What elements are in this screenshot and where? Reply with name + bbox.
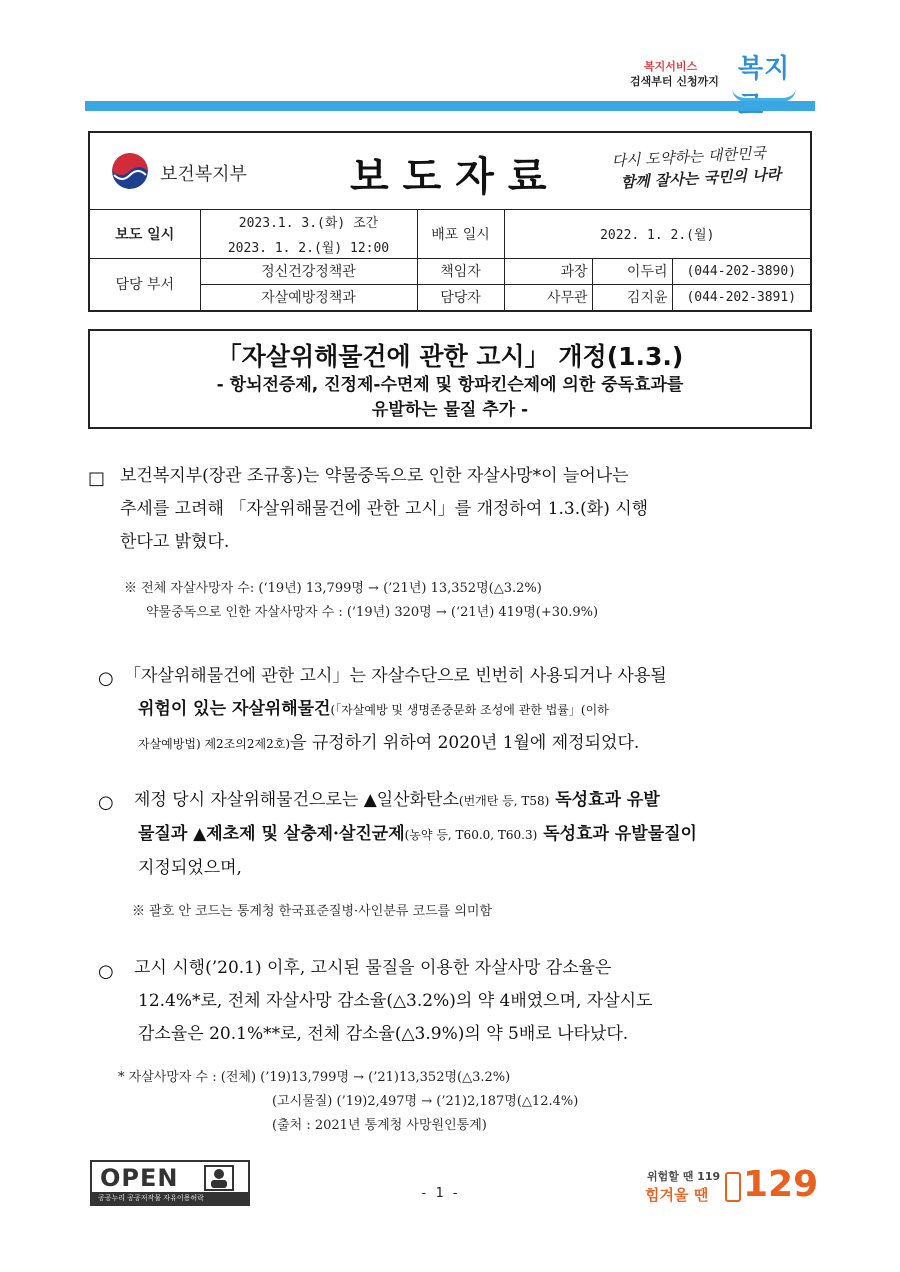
slogan-line2: 함께 잘사는 국민의 나라 (620, 165, 782, 192)
distribution-date: 2022. 1. 2.(월) (504, 210, 810, 258)
paragraph-3 (134, 784, 824, 885)
helpline-line1: 위험할 땐 119 (647, 1170, 721, 1183)
square-bullet-icon: □ (88, 468, 106, 489)
release-info-table (90, 210, 810, 311)
note1-line1: ※ 전체 자살사망자 수: (‘19년) 13,799명 → (’21년) 13,352명(△3.2%) (124, 581, 542, 596)
p2-line1: 「자살위해물건에 관한 고시」는 자살수단으로 빈번히 사용되거나 사용될 (124, 666, 667, 686)
release-datetime (200, 210, 417, 258)
circle-bullet-icon: ○ (98, 792, 114, 813)
p1-line1: 보건복지부(장관 조규홍)는 약물중독으로 인한 자살사망*이 늘어나는 (120, 466, 629, 486)
contact-label: 담당자 (417, 284, 504, 310)
headline-sub1: - 항뇌전증제, 진정제-수면제 및 항파킨슨제에 의한 중독효과를 (216, 375, 684, 395)
paragraph-1 (120, 460, 820, 559)
department-2: 자살예방정책과 (200, 284, 417, 310)
responsible-phone: (044-202-3890) (672, 258, 810, 284)
contact-title: 사무관 (504, 284, 592, 310)
government-slogan (611, 140, 803, 194)
contact-phone: (044-202-3891) (672, 284, 810, 310)
headline-sub2: 유발하는 물질 추가 - (371, 400, 529, 420)
p3-line1b: (번개탄 등, T58) (458, 794, 550, 808)
headline-box (88, 329, 812, 429)
kogl-open-badge (90, 1160, 250, 1206)
page-number: - 1 - (420, 1186, 460, 1201)
responsible-label: 책임자 (417, 258, 504, 284)
release-label: 보도 일시 (90, 210, 200, 258)
bokjiro-logo: 복지 (738, 54, 791, 84)
helpline-number: 129 (743, 1164, 819, 1205)
p2-line3a: 자살예방법) 제2조의2제2호) (138, 737, 291, 751)
press-header (88, 131, 812, 312)
p3-line2c: 독성효과 유발물질이 (537, 824, 697, 844)
release-line2: 2023. 1. 2.(월) 12:00 (227, 240, 390, 256)
note1-line2: 약물중독으로 인한 자살사망자 수 : (’19년) 320명 → (‘21년) 419명(+30.9%) (146, 605, 599, 620)
badge-line2: 검색부터 신청까지 (630, 75, 719, 88)
note3-line2: (고시물질) (’19)2,497명 → (’21)2,187명(△12.4%) (272, 1094, 579, 1109)
p4-line3: 감소율은 20.1%**로, 전체 감소율(△3.9%)의 약 5배로 나타났다. (138, 1024, 629, 1044)
press-release-title: 보도자료 (350, 154, 561, 200)
ministry-name: 보건복지부 (160, 164, 247, 185)
helpline-line2: 힘겨울 땐 (645, 1186, 709, 1204)
note-1 (124, 577, 598, 625)
p4-line2: 12.4%*로, 전체 자살사망 감소율(△3.2%)의 약 4배였으며, 자살시도 (138, 991, 653, 1011)
circle-bullet-icon: ○ (98, 668, 114, 689)
release-line1: 2023.1. 3.(화) 조간 (238, 215, 379, 231)
p3-line2b: (농약 등, T60.0, T60.3) (404, 828, 538, 842)
press-header-top (90, 133, 810, 210)
p2-line2b: (「자살예방 및 생명존중문화 조성에 관한 법률」(이하 (330, 703, 609, 717)
p3-line1c: 독성효과 유발 (549, 790, 660, 810)
attribution-person-icon (204, 1165, 234, 1191)
paragraph-4 (134, 952, 824, 1051)
department-1: 정신건강정책관 (200, 258, 417, 284)
note-3 (118, 1066, 578, 1138)
p3-line1a: 제정 당시 자살위해물건으로는 ▲일산화탄소 (134, 790, 459, 810)
note3-line1: * 자살사망자 수 : (전체) (’19)13,799명 → (’21)13,352명(△3.2%) (118, 1070, 511, 1085)
distribution-label: 배포 일시 (417, 210, 504, 258)
p1-line3: 한다고 밝혔다. (120, 532, 230, 552)
p2-line3b: 을 규정하기 위하여 2020년 1월에 제정되었다. (290, 733, 640, 753)
paragraph-2 (124, 660, 824, 761)
p3-line3: 지정되었으며, (138, 858, 242, 878)
department-label: 담당 부서 (90, 258, 200, 310)
open-strip-text: 공공누리 공공저작물 자유이용허락 (92, 1192, 248, 1204)
open-label: OPEN (100, 1164, 179, 1192)
note-2: ※ 괄호 안 코드는 통계청 한국표준질병·사인분류 코드를 의미함 (132, 904, 493, 919)
note3-line3: (출처 : 2021년 통계청 사망원인통계) (272, 1118, 487, 1133)
p1-line2: 추세를 고려해 「자살위해물건에 관한 고시」를 개정하여 1.3.(화) 시행 (120, 499, 649, 519)
p2-line2a: 위험이 있는 자살위해물건 (138, 699, 331, 719)
bokjiro-arc-icon (732, 88, 796, 102)
slogan-line1: 다시 도약하는 대한민국 (611, 143, 767, 170)
bokjiro-badge (620, 40, 800, 100)
helpline-badge (645, 1150, 819, 1210)
badge-line1: 복지서비스 (644, 60, 698, 73)
government-emblem-icon (112, 153, 148, 189)
phone-icon (725, 1172, 741, 1202)
responsible-name: 이두리 (592, 258, 672, 284)
p4-line1: 고시 시행(’20.1) 이후, 고시된 물질을 이용한 자살사망 감소율은 (134, 958, 612, 978)
headline-title: 「자살위해물건에 관한 고시」 개정(1.3.) (216, 342, 684, 371)
circle-bullet-icon: ○ (98, 961, 114, 982)
header-divider-bar (85, 101, 815, 111)
contact-name: 김지윤 (592, 284, 672, 310)
p3-line2a: 물질과 ▲제초제 및 살충제·살진균제 (138, 824, 405, 844)
responsible-title: 과장 (504, 258, 592, 284)
